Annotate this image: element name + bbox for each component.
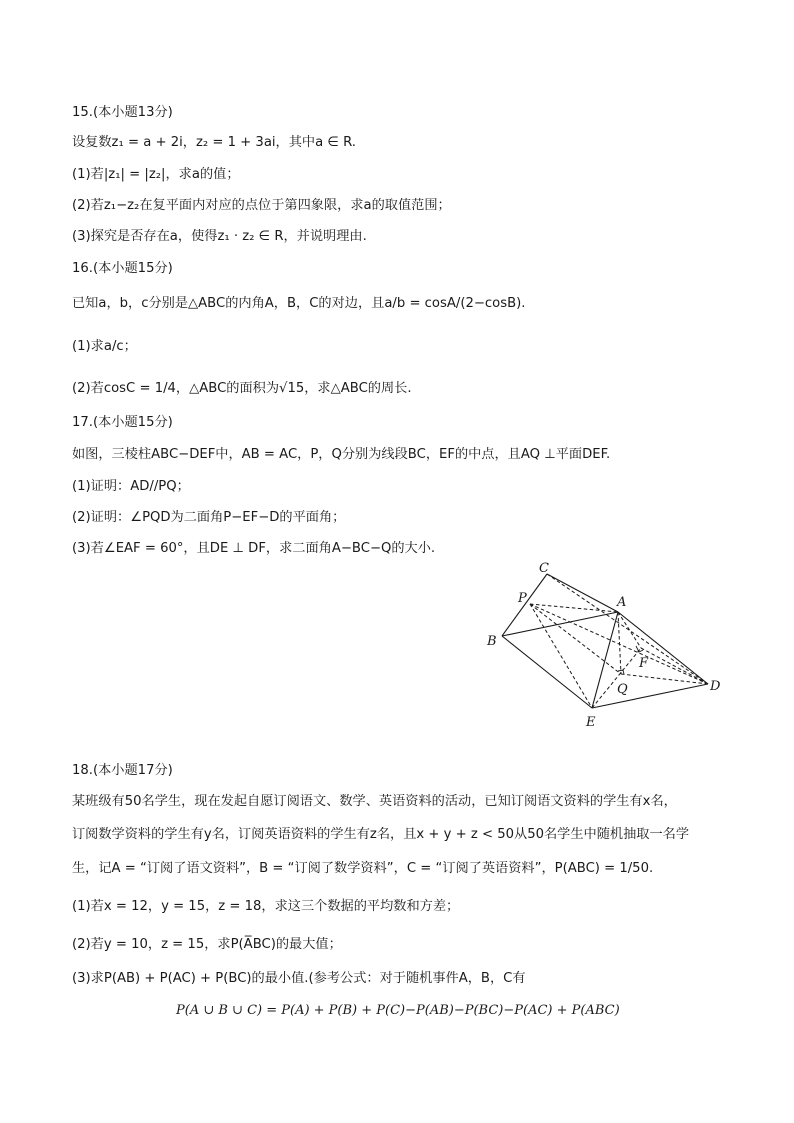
problem-18-statement-line-3: 生，记A = “订阅了语文资料”，B = “订阅了数学资料”，C = “订阅了英语资料”，P(ABC) = 1/50. (72, 861, 654, 876)
edge-cd-hidden (547, 574, 708, 684)
label-a: A (617, 595, 627, 610)
label-p: P (518, 591, 527, 606)
segment-pd-hidden (530, 604, 708, 684)
segment-qd-hidden (621, 674, 708, 684)
problem-18-part-3: (3)求P(AB) + P(AC) + P(BC)的最小值.(参考公式：对于随机事件A，B，C有 (72, 971, 526, 986)
problem-18-part-1: (1)若x = 12，y = 15，z = 18，求这三个数据的平均数和方差； (72, 899, 460, 914)
segment-af-hidden (618, 612, 641, 648)
problem-18-part-2: (2)若y = 10，z = 15，求P(A̅BC)的最大值； (72, 937, 342, 952)
label-b: B (487, 634, 497, 649)
problem-15-part-3: (3)探究是否存在a，使得z₁ · z₂ ∈ R，并说明理由. (72, 229, 367, 244)
problem-18-statement-line-1: 某班级有50名学生，现在发起自愿订阅语文、数学、英语资料的活动，已知订阅语文资料的学生有x名， (72, 794, 677, 809)
edge-ae (592, 612, 618, 708)
label-d: D (710, 679, 721, 694)
problem-18-statement-line-2: 订阅数学资料的学生有y名，订阅英语资料的学生有z名，且x + y + z < 50从50名学生中随机抽取一名学 (72, 827, 690, 842)
prism-figure (478, 558, 728, 734)
edge-ad (618, 612, 708, 684)
problem-16-part-1: (1)求a/c； (72, 339, 137, 354)
problem-17-statement: 如图，三棱柱ABC−DEF中，AB = AC，P，Q分别为线段BC，EF的中点，且AQ ⊥平面DEF. (72, 447, 611, 462)
problem-16-statement: 已知a，b，c分别是△ABC的内角A，B，C的对边，且a/b = cosA/(2−cosB). (72, 296, 526, 311)
label-c: C (539, 561, 549, 576)
problem-15-header: 15.(本小题13分) (72, 105, 173, 120)
problem-17-part-2: (2)证明：∠PQD为二面角P−EF−D的平面角； (72, 510, 346, 525)
edge-ba (502, 612, 618, 636)
edge-be (502, 636, 592, 708)
problem-17-header: 17.(本小题15分) (72, 415, 173, 430)
label-q: Q (617, 682, 628, 697)
problem-15-part-1: (1)若|z₁| = |z₂|，求a的值； (72, 167, 240, 182)
edge-fd-hidden (641, 648, 708, 684)
inclusion-exclusion-formula: P(A ∪ B ∪ C) = P(A) + P(B) + P(C)−P(AB)−P(BC)−P(AC) + P(ABC) (176, 1003, 620, 1018)
problem-16-header: 16.(本小题15分) (72, 261, 173, 276)
problem-15-statement: 设复数z₁ = a + 2i，z₂ = 1 + 3ai，其中a ∈ R. (72, 135, 356, 150)
problem-15-part-2: (2)若z₁−z₂在复平面内对应的点位于第四象限，求a的取值范围； (72, 198, 451, 213)
problem-17-part-3: (3)若∠EAF = 60°，且DE ⊥ DF，求二面角A−BC−Q的大小. (72, 541, 436, 556)
problem-16-part-2: (2)若cosC = 1/4，△ABC的面积为√15，求△ABC的周长. (72, 381, 412, 396)
edge-ed (592, 684, 708, 708)
problem-18-header: 18.(本小题17分) (72, 763, 173, 778)
label-e: E (586, 715, 596, 730)
edge-ca (547, 574, 618, 612)
problem-17-part-1: (1)证明：AD//PQ； (72, 479, 190, 494)
label-f: F (639, 656, 649, 671)
segment-aq-hidden (618, 612, 621, 674)
